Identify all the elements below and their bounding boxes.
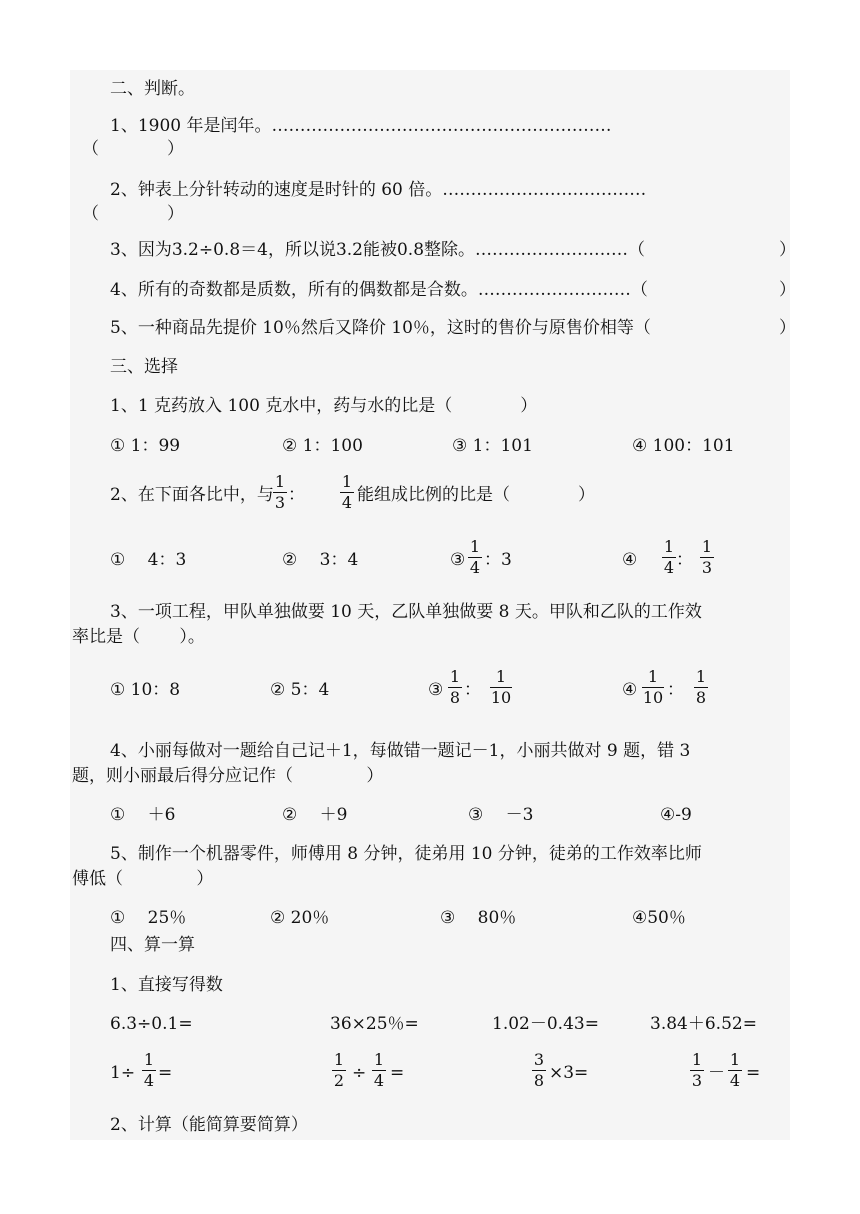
fraction-denominator: 3: [274, 493, 286, 512]
choice-q3-option-4-fraction-1: [642, 668, 664, 707]
choice-q1-option-4: ④ 100：101: [632, 436, 735, 456]
fraction-numerator: 1: [341, 472, 353, 491]
fraction-numerator: 3: [533, 1050, 545, 1069]
fraction-numerator: 1: [729, 1050, 741, 1069]
choice-q5-option-4: ④50％: [632, 908, 686, 928]
fraction-numerator: 1: [495, 667, 507, 686]
calc-item-6-fraction-1: [332, 1051, 346, 1090]
choice-q1-option-1: ① 1：99: [110, 436, 181, 456]
calc-item-8-fraction-2: [728, 1051, 742, 1090]
choice-q5-option-1: ① 25％: [110, 908, 187, 928]
choice-q5-line-2: 傅低（ ）: [72, 869, 214, 889]
calc-item-6-suffix: =: [390, 1063, 405, 1083]
choice-q4-line-2: 题，则小丽最后得分应记作（ ）: [72, 766, 384, 786]
calc-item-3: 1.02－0.43=: [492, 1014, 599, 1034]
judge-q1-answer-bracket: （ ）: [82, 139, 184, 159]
choice-q4-option-4: ④-9: [660, 805, 692, 825]
choice-q2-option-2: ② 3：4: [282, 550, 359, 570]
choice-q2-option-1: ① 4：3: [110, 550, 187, 570]
fraction-numerator: 1: [663, 537, 675, 556]
fraction-denominator: 4: [729, 1071, 741, 1090]
judge-q1: 1、1900 年是闰年。……………………………………………………: [110, 116, 612, 136]
choice-q4-option-2: ② ＋9: [282, 805, 348, 825]
calc-item-6-fraction-2: [372, 1051, 386, 1090]
fraction-numerator: 1: [469, 537, 481, 556]
judge-q4: 4、所有的奇数都是质数，所有的偶数都是合数。………………………（: [110, 280, 648, 300]
choice-q5-option-3: ③ 80％: [440, 908, 517, 928]
choice-q3-option-4-marker: ④: [622, 680, 638, 700]
choice-q1: 1、1 克药放入 100 克水中，药与水的比是（ ）: [110, 396, 538, 416]
calc-item-8-suffix: =: [746, 1063, 761, 1083]
fraction-denominator: 8: [533, 1071, 545, 1090]
choice-q1-option-3: ③ 1：101: [452, 436, 533, 456]
choice-q3-option-2: ② 5：4: [270, 680, 330, 700]
fraction-denominator: 3: [701, 558, 713, 577]
fraction-denominator: 4: [469, 558, 481, 577]
choice-q2-option-3-suffix: ：3: [484, 550, 512, 570]
judge-q3-close-bracket: ）: [779, 240, 796, 260]
judge-q5: 5、一种商品先提价 10％然后又降价 10％，这时的售价与原售价相等（: [110, 318, 651, 338]
section-heading-judgement: 二、判断。: [110, 79, 195, 99]
fraction-numerator: 1: [143, 1050, 155, 1069]
choice-q3-option-3-colon: ：: [464, 680, 481, 700]
fraction-denominator: 4: [341, 493, 353, 512]
judge-q3: 3、因为3.2÷0.8＝4，所以说3.2能被0.8整除。………………………（: [110, 240, 646, 260]
judge-q5-close-bracket: ）: [779, 318, 796, 338]
fraction-numerator: 1: [695, 667, 707, 686]
choice-q5-line-1: 5、制作一个机器零件，师傅用 8 分钟，徒弟用 10 分钟，徒弟的工作效率比师: [110, 844, 702, 864]
calc-item-7-fraction: [532, 1051, 546, 1090]
fraction-denominator: 4: [143, 1071, 155, 1090]
fraction-denominator: 2: [333, 1071, 345, 1090]
choice-q3-option-3-marker: ③: [428, 680, 444, 700]
fraction-numerator: 1: [701, 537, 713, 556]
calc-item-5-suffix: =: [158, 1063, 173, 1083]
fraction-denominator: 3: [691, 1071, 703, 1090]
choice-q2-option-4-colon: ：: [676, 550, 693, 570]
worksheet-page: [70, 70, 796, 1140]
fraction-numerator: 1: [274, 472, 286, 491]
judge-q2-answer-bracket: （ ）: [82, 204, 184, 224]
choice-q3-option-4-fraction-2: [694, 668, 708, 707]
section-heading-calculate: 四、算一算: [110, 935, 195, 955]
choice-q3-option-4-colon: ：: [667, 680, 684, 700]
choice-q2-option-4-fraction-2: [700, 538, 714, 577]
choice-q4-option-3: ③ －3: [468, 805, 534, 825]
choice-q3-option-3-fraction-2: [490, 668, 512, 707]
fraction-numerator: 1: [373, 1050, 385, 1069]
calc-item-7-suffix: ×3=: [549, 1063, 589, 1083]
fraction-denominator: 4: [373, 1071, 385, 1090]
calc-item-5-prefix: 1÷: [110, 1063, 136, 1083]
calc-item-1: 6.3÷0.1=: [110, 1014, 193, 1034]
fraction-denominator: 8: [449, 688, 461, 707]
calc-item-4: 3.84＋6.52=: [650, 1014, 757, 1034]
choice-q3-option-3-fraction-1: [448, 668, 462, 707]
choice-q2-fraction-2: [340, 473, 354, 512]
calc-subheading-mental: 1、直接写得数: [110, 975, 223, 995]
choice-q2-fraction-1: [273, 473, 287, 512]
fraction-numerator: 1: [333, 1050, 345, 1069]
fraction-denominator: 4: [663, 558, 675, 577]
judge-q2: 2、钟表上分针转动的速度是时针的 60 倍。………………………………: [110, 180, 647, 200]
choice-q2-option-4-marker: ④: [622, 550, 638, 570]
choice-q4-option-1: ① ＋6: [110, 805, 176, 825]
choice-q5-option-2: ② 20％: [270, 908, 330, 928]
choice-q2-option-3-fraction: [468, 538, 482, 577]
fraction-numerator: 1: [647, 667, 659, 686]
section-heading-choice: 三、选择: [110, 357, 178, 377]
calc-item-8-fraction-1: [690, 1051, 704, 1090]
choice-q2-colon: ：: [288, 485, 305, 505]
choice-q2-option-3-marker: ③: [450, 550, 466, 570]
calc-subheading-compute: 2、计算（能简算要简算）: [110, 1115, 308, 1135]
choice-q2-suffix: 能组成比例的比是（ ）: [357, 485, 595, 505]
calc-item-5-fraction: [142, 1051, 156, 1090]
fraction-numerator: 1: [691, 1050, 703, 1069]
choice-q4-line-1: 4、小丽每做对一题给自己记＋1，每做错一题记－1，小丽共做对 9 题，错 3: [110, 741, 691, 761]
choice-q2-prefix: 2、在下面各比中，与: [110, 485, 274, 505]
choice-q1-option-2: ② 1：100: [282, 436, 363, 456]
judge-q4-close-bracket: ）: [779, 280, 796, 300]
calc-item-2: 36×25％=: [330, 1014, 419, 1034]
calc-item-8-operator: －: [708, 1063, 725, 1083]
fraction-denominator: 10: [642, 688, 664, 707]
choice-q3-option-1: ① 10：8: [110, 680, 181, 700]
fraction-denominator: 8: [695, 688, 707, 707]
choice-q2-option-4-fraction-1: [662, 538, 676, 577]
calc-item-6-operator: ÷: [352, 1063, 367, 1083]
choice-q3-line-1: 3、一项工程，甲队单独做要 10 天，乙队单独做要 8 天。甲队和乙队的工作效: [110, 602, 702, 622]
fraction-denominator: 10: [490, 688, 512, 707]
choice-q3-line-2: 率比是（ ）。: [72, 627, 205, 647]
fraction-numerator: 1: [449, 667, 461, 686]
